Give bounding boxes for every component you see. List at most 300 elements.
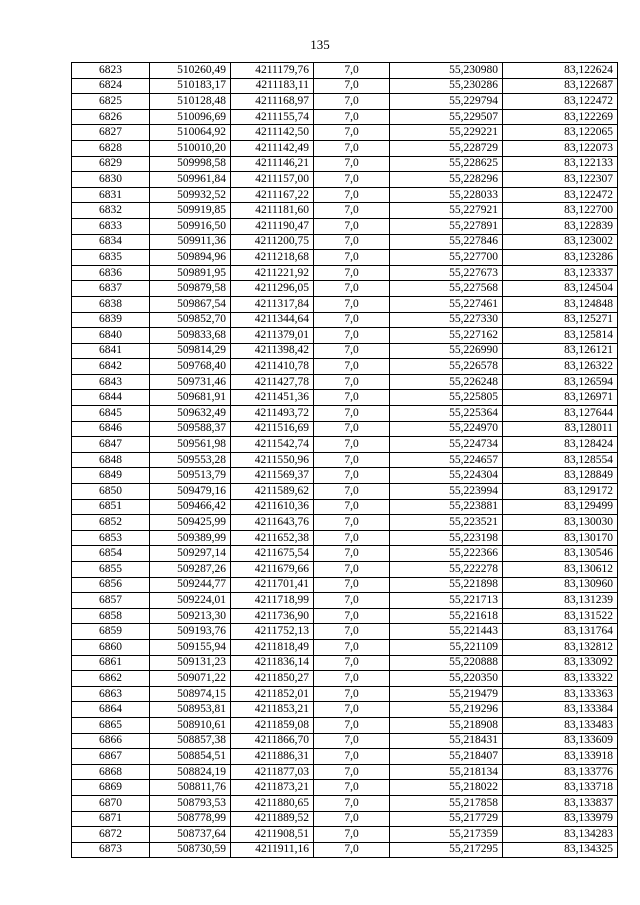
y-coordinate-cell: 4211752,13 [231,624,314,640]
y-coordinate-cell: 4211836,14 [231,655,314,671]
table-row [72,265,618,281]
latitude-cell: 55,228625 [390,156,503,172]
latitude-cell: 55,230980 [390,63,503,79]
longitude-cell: 83,126322 [503,359,618,375]
y-coordinate-cell: 4211157,00 [231,172,314,188]
value-cell: 7,0 [314,374,390,390]
point-number-cell: 6825 [72,94,150,110]
longitude-cell: 83,129499 [503,499,618,515]
x-coordinate-cell: 509768,40 [150,359,231,375]
value-cell: 7,0 [314,156,390,172]
latitude-cell: 55,217858 [390,795,503,811]
point-number-cell: 6842 [72,359,150,375]
latitude-cell: 55,224970 [390,421,503,437]
y-coordinate-cell: 4211218,68 [231,250,314,266]
x-coordinate-cell: 509479,16 [150,484,231,500]
point-number-cell: 6838 [72,296,150,312]
latitude-cell: 55,220888 [390,655,503,671]
point-number-cell: 6833 [72,218,150,234]
longitude-cell: 83,131764 [503,624,618,640]
point-number-cell: 6841 [72,343,150,359]
point-number-cell: 6869 [72,780,150,796]
table-row [72,156,618,172]
x-coordinate-cell: 509071,22 [150,671,231,687]
y-coordinate-cell: 4211398,42 [231,343,314,359]
x-coordinate-cell: 509588,37 [150,421,231,437]
x-coordinate-cell: 509852,70 [150,312,231,328]
longitude-cell: 83,122687 [503,78,618,94]
latitude-cell: 55,230286 [390,78,503,94]
value-cell: 7,0 [314,733,390,749]
value-cell: 7,0 [314,764,390,780]
value-cell: 7,0 [314,468,390,484]
point-number-cell: 6859 [72,624,150,640]
point-number-cell: 6850 [72,484,150,500]
table-row [72,733,618,749]
point-number-cell: 6845 [72,406,150,422]
y-coordinate-cell: 4211652,38 [231,530,314,546]
value-cell: 7,0 [314,421,390,437]
x-coordinate-cell: 508953,81 [150,702,231,718]
longitude-cell: 83,131522 [503,608,618,624]
point-number-cell: 6828 [72,140,150,156]
latitude-cell: 55,217295 [390,842,503,858]
latitude-cell: 55,229794 [390,94,503,110]
latitude-cell: 55,226578 [390,359,503,375]
point-number-cell: 6826 [72,109,150,125]
table-row [72,374,618,390]
longitude-cell: 83,126121 [503,343,618,359]
point-number-cell: 6824 [72,78,150,94]
value-cell: 7,0 [314,203,390,219]
table-row [72,608,618,624]
point-number-cell: 6873 [72,842,150,858]
table-row [72,452,618,468]
x-coordinate-cell: 508737,64 [150,827,231,843]
table-row [72,234,618,250]
x-coordinate-cell: 510010,20 [150,140,231,156]
point-number-cell: 6854 [72,546,150,562]
y-coordinate-cell: 4211410,78 [231,359,314,375]
y-coordinate-cell: 4211146,21 [231,156,314,172]
table-row [72,562,618,578]
value-cell: 7,0 [314,328,390,344]
value-cell: 7,0 [314,624,390,640]
longitude-cell: 83,133776 [503,764,618,780]
x-coordinate-cell: 509867,54 [150,296,231,312]
value-cell: 7,0 [314,63,390,79]
table-row [72,109,618,125]
y-coordinate-cell: 4211493,72 [231,406,314,422]
x-coordinate-cell: 508974,15 [150,686,231,702]
latitude-cell: 55,217359 [390,827,503,843]
longitude-cell: 83,122073 [503,140,618,156]
y-coordinate-cell: 4211190,47 [231,218,314,234]
y-coordinate-cell: 4211589,62 [231,484,314,500]
point-number-cell: 6871 [72,811,150,827]
coordinates-table [71,62,618,858]
table-row [72,811,618,827]
x-coordinate-cell: 509224,01 [150,593,231,609]
table-row [72,390,618,406]
point-number-cell: 6832 [72,203,150,219]
value-cell: 7,0 [314,296,390,312]
longitude-cell: 83,133918 [503,749,618,765]
longitude-cell: 83,122133 [503,156,618,172]
x-coordinate-cell: 510183,17 [150,78,231,94]
y-coordinate-cell: 4211736,90 [231,608,314,624]
y-coordinate-cell: 4211911,16 [231,842,314,858]
x-coordinate-cell: 508793,53 [150,795,231,811]
value-cell: 7,0 [314,530,390,546]
x-coordinate-cell: 509911,36 [150,234,231,250]
x-coordinate-cell: 509155,94 [150,639,231,655]
latitude-cell: 55,221618 [390,608,503,624]
longitude-cell: 83,125271 [503,312,618,328]
x-coordinate-cell: 509389,99 [150,530,231,546]
table-row [72,764,618,780]
table-row [72,827,618,843]
x-coordinate-cell: 509879,58 [150,281,231,297]
longitude-cell: 83,133092 [503,655,618,671]
table-row [72,172,618,188]
y-coordinate-cell: 4211643,76 [231,515,314,531]
value-cell: 7,0 [314,359,390,375]
page-number: 135 [310,37,330,52]
y-coordinate-cell: 4211142,50 [231,125,314,141]
latitude-cell: 55,223198 [390,530,503,546]
point-number-cell: 6860 [72,639,150,655]
longitude-cell: 83,126971 [503,390,618,406]
point-number-cell: 6857 [72,593,150,609]
value-cell: 7,0 [314,499,390,515]
table-row [72,187,618,203]
latitude-cell: 55,227846 [390,234,503,250]
longitude-cell: 83,123286 [503,250,618,266]
x-coordinate-cell: 508778,99 [150,811,231,827]
point-number-cell: 6856 [72,577,150,593]
longitude-cell: 83,123002 [503,234,618,250]
table-row [72,484,618,500]
point-number-cell: 6830 [72,172,150,188]
point-number-cell: 6840 [72,328,150,344]
longitude-cell: 83,131239 [503,593,618,609]
point-number-cell: 6846 [72,421,150,437]
value-cell: 7,0 [314,437,390,453]
point-number-cell: 6858 [72,608,150,624]
table-row [72,530,618,546]
longitude-cell: 83,128849 [503,468,618,484]
x-coordinate-cell: 509287,26 [150,562,231,578]
table-row [72,140,618,156]
value-cell: 7,0 [314,390,390,406]
point-number-cell: 6836 [72,265,150,281]
y-coordinate-cell: 4211610,36 [231,499,314,515]
latitude-cell: 55,218431 [390,733,503,749]
y-coordinate-cell: 4211221,92 [231,265,314,281]
y-coordinate-cell: 4211550,96 [231,452,314,468]
longitude-cell: 83,124504 [503,281,618,297]
x-coordinate-cell: 509919,85 [150,203,231,219]
table-row [72,702,618,718]
latitude-cell: 55,224657 [390,452,503,468]
table-row [72,577,618,593]
table-row [72,125,618,141]
longitude-cell: 83,133483 [503,717,618,733]
point-number-cell: 6861 [72,655,150,671]
value-cell: 7,0 [314,140,390,156]
latitude-cell: 55,226990 [390,343,503,359]
table-row [72,749,618,765]
table-row [72,406,618,422]
x-coordinate-cell: 510064,92 [150,125,231,141]
point-number-cell: 6839 [72,312,150,328]
y-coordinate-cell: 4211818,49 [231,639,314,655]
latitude-cell: 55,218908 [390,717,503,733]
x-coordinate-cell: 508910,61 [150,717,231,733]
value-cell: 7,0 [314,639,390,655]
latitude-cell: 55,221713 [390,593,503,609]
x-coordinate-cell: 509297,14 [150,546,231,562]
table-row [72,624,618,640]
point-number-cell: 6853 [72,530,150,546]
point-number-cell: 6837 [72,281,150,297]
y-coordinate-cell: 4211379,01 [231,328,314,344]
value-cell: 7,0 [314,655,390,671]
value-cell: 7,0 [314,795,390,811]
y-coordinate-cell: 4211866,70 [231,733,314,749]
value-cell: 7,0 [314,406,390,422]
latitude-cell: 55,219479 [390,686,503,702]
latitude-cell: 55,220350 [390,671,503,687]
point-number-cell: 6834 [72,234,150,250]
value-cell: 7,0 [314,749,390,765]
table-row [72,780,618,796]
value-cell: 7,0 [314,78,390,94]
latitude-cell: 55,226248 [390,374,503,390]
point-number-cell: 6831 [72,187,150,203]
table-row [72,499,618,515]
latitude-cell: 55,225805 [390,390,503,406]
x-coordinate-cell: 509466,42 [150,499,231,515]
longitude-cell: 83,133363 [503,686,618,702]
longitude-cell: 83,134325 [503,842,618,858]
y-coordinate-cell: 4211344,64 [231,312,314,328]
value-cell: 7,0 [314,546,390,562]
table-row [72,639,618,655]
longitude-cell: 83,122839 [503,218,618,234]
table-row [72,515,618,531]
longitude-cell: 83,130170 [503,530,618,546]
x-coordinate-cell: 509891,95 [150,265,231,281]
x-coordinate-cell: 509998,58 [150,156,231,172]
longitude-cell: 83,122269 [503,109,618,125]
longitude-cell: 83,127644 [503,406,618,422]
latitude-cell: 55,223994 [390,484,503,500]
latitude-cell: 55,217729 [390,811,503,827]
point-number-cell: 6865 [72,717,150,733]
table-row [72,94,618,110]
x-coordinate-cell: 509513,79 [150,468,231,484]
y-coordinate-cell: 4211850,27 [231,671,314,687]
value-cell: 7,0 [314,608,390,624]
x-coordinate-cell: 509213,30 [150,608,231,624]
table-row [72,655,618,671]
y-coordinate-cell: 4211179,76 [231,63,314,79]
value-cell: 7,0 [314,702,390,718]
latitude-cell: 55,227330 [390,312,503,328]
longitude-cell: 83,122065 [503,125,618,141]
latitude-cell: 55,222366 [390,546,503,562]
value-cell: 7,0 [314,94,390,110]
x-coordinate-cell: 509425,99 [150,515,231,531]
table-row [72,250,618,266]
y-coordinate-cell: 4211427,78 [231,374,314,390]
point-number-cell: 6835 [72,250,150,266]
x-coordinate-cell: 508824,19 [150,764,231,780]
value-cell: 7,0 [314,827,390,843]
table-row [72,218,618,234]
point-number-cell: 6863 [72,686,150,702]
longitude-cell: 83,122624 [503,63,618,79]
y-coordinate-cell: 4211542,74 [231,437,314,453]
longitude-cell: 83,125814 [503,328,618,344]
y-coordinate-cell: 4211877,03 [231,764,314,780]
y-coordinate-cell: 4211880,65 [231,795,314,811]
table-row [72,437,618,453]
y-coordinate-cell: 4211516,69 [231,421,314,437]
latitude-cell: 55,221898 [390,577,503,593]
x-coordinate-cell: 510096,69 [150,109,231,125]
table-row [72,686,618,702]
x-coordinate-cell: 509131,23 [150,655,231,671]
value-cell: 7,0 [314,234,390,250]
latitude-cell: 55,229507 [390,109,503,125]
coordinates-table-body [72,63,618,858]
longitude-cell: 83,130030 [503,515,618,531]
latitude-cell: 55,227461 [390,296,503,312]
x-coordinate-cell: 509561,98 [150,437,231,453]
value-cell: 7,0 [314,577,390,593]
x-coordinate-cell: 509553,28 [150,452,231,468]
y-coordinate-cell: 4211679,66 [231,562,314,578]
longitude-cell: 83,122472 [503,187,618,203]
table-row [72,717,618,733]
point-number-cell: 6855 [72,562,150,578]
x-coordinate-cell: 509632,49 [150,406,231,422]
latitude-cell: 55,228296 [390,172,503,188]
table-row [72,312,618,328]
point-number-cell: 6872 [72,827,150,843]
point-number-cell: 6852 [72,515,150,531]
x-coordinate-cell: 508857,38 [150,733,231,749]
point-number-cell: 6868 [72,764,150,780]
value-cell: 7,0 [314,671,390,687]
x-coordinate-cell: 508811,76 [150,780,231,796]
latitude-cell: 55,228729 [390,140,503,156]
y-coordinate-cell: 4211853,21 [231,702,314,718]
longitude-cell: 83,132812 [503,639,618,655]
point-number-cell: 6847 [72,437,150,453]
longitude-cell: 83,130960 [503,577,618,593]
value-cell: 7,0 [314,343,390,359]
point-number-cell: 6851 [72,499,150,515]
longitude-cell: 83,130612 [503,562,618,578]
y-coordinate-cell: 4211718,99 [231,593,314,609]
value-cell: 7,0 [314,811,390,827]
latitude-cell: 55,227568 [390,281,503,297]
latitude-cell: 55,218407 [390,749,503,765]
value-cell: 7,0 [314,593,390,609]
point-number-cell: 6862 [72,671,150,687]
x-coordinate-cell: 509193,76 [150,624,231,640]
latitude-cell: 55,221443 [390,624,503,640]
point-number-cell: 6867 [72,749,150,765]
latitude-cell: 55,224304 [390,468,503,484]
point-number-cell: 6866 [72,733,150,749]
point-number-cell: 6848 [72,452,150,468]
value-cell: 7,0 [314,312,390,328]
latitude-cell: 55,227673 [390,265,503,281]
y-coordinate-cell: 4211451,36 [231,390,314,406]
latitude-cell: 55,227921 [390,203,503,219]
x-coordinate-cell: 510128,48 [150,94,231,110]
x-coordinate-cell: 510260,49 [150,63,231,79]
value-cell: 7,0 [314,281,390,297]
value-cell: 7,0 [314,780,390,796]
longitude-cell: 83,133837 [503,795,618,811]
latitude-cell: 55,227700 [390,250,503,266]
table-row [72,468,618,484]
longitude-cell: 83,122700 [503,203,618,219]
x-coordinate-cell: 509244,77 [150,577,231,593]
value-cell: 7,0 [314,265,390,281]
x-coordinate-cell: 509932,52 [150,187,231,203]
y-coordinate-cell: 4211675,54 [231,546,314,562]
latitude-cell: 55,218022 [390,780,503,796]
y-coordinate-cell: 4211155,74 [231,109,314,125]
value-cell: 7,0 [314,515,390,531]
y-coordinate-cell: 4211889,52 [231,811,314,827]
longitude-cell: 83,123337 [503,265,618,281]
longitude-cell: 83,128554 [503,452,618,468]
value-cell: 7,0 [314,484,390,500]
longitude-cell: 83,128011 [503,421,618,437]
x-coordinate-cell: 509916,50 [150,218,231,234]
point-number-cell: 6864 [72,702,150,718]
point-number-cell: 6829 [72,156,150,172]
latitude-cell: 55,227891 [390,218,503,234]
y-coordinate-cell: 4211886,31 [231,749,314,765]
latitude-cell: 55,223881 [390,499,503,515]
latitude-cell: 55,225364 [390,406,503,422]
point-number-cell: 6823 [72,63,150,79]
latitude-cell: 55,229221 [390,125,503,141]
latitude-cell: 55,221109 [390,639,503,655]
latitude-cell: 55,228033 [390,187,503,203]
y-coordinate-cell: 4211569,37 [231,468,314,484]
x-coordinate-cell: 509894,96 [150,250,231,266]
table-row [72,842,618,858]
longitude-cell: 83,133322 [503,671,618,687]
longitude-cell: 83,122472 [503,94,618,110]
x-coordinate-cell: 509814,29 [150,343,231,359]
x-coordinate-cell: 509833,68 [150,328,231,344]
value-cell: 7,0 [314,172,390,188]
y-coordinate-cell: 4211908,51 [231,827,314,843]
value-cell: 7,0 [314,842,390,858]
longitude-cell: 83,134283 [503,827,618,843]
